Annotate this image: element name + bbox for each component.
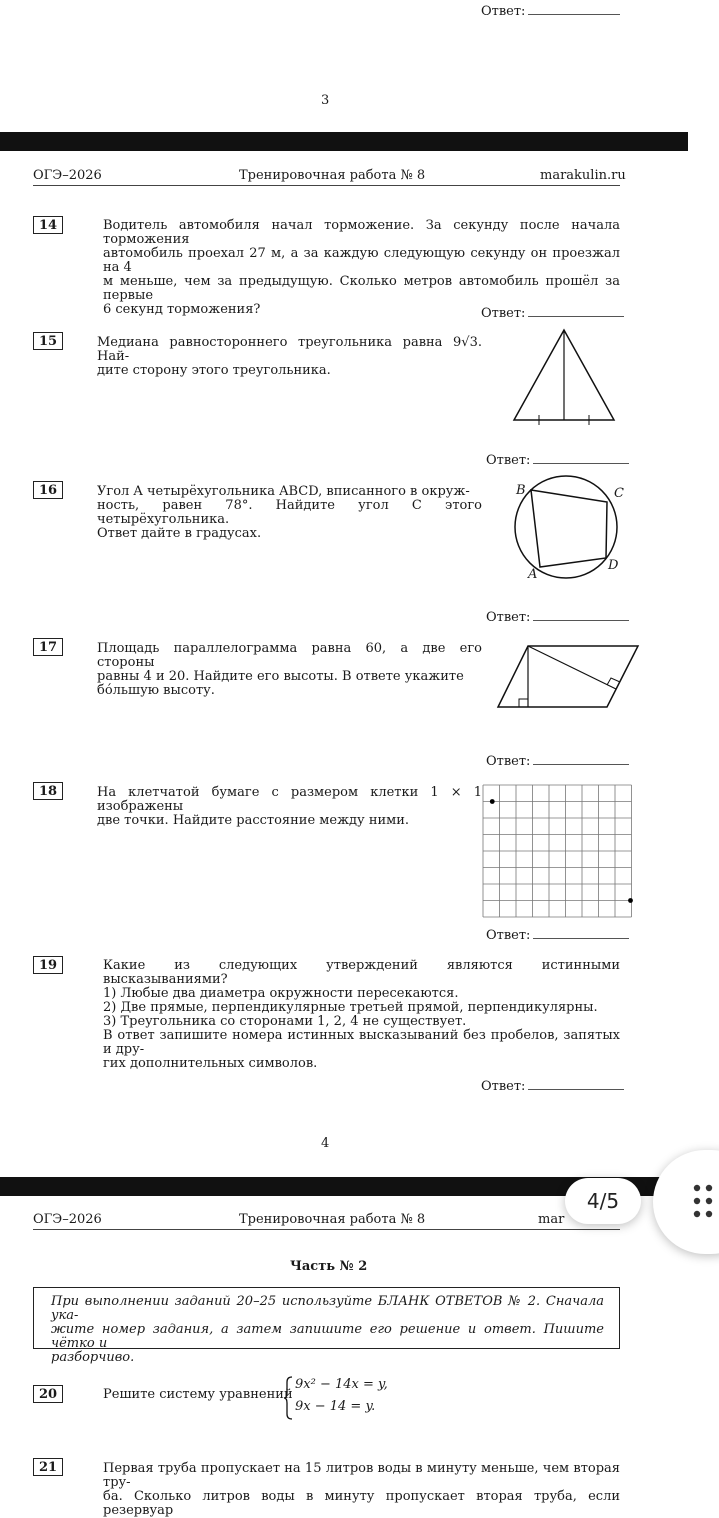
task-15-text: Медиана равностороннего треугольника равна 9√3. Най- дите сторону этого треугольника. (97, 335, 482, 378)
task-14-text: Водитель автомобиля начал торможение. За секунду после начала торможения автомобиль проехал 27 м, а за каждую следующую секунду он проезжал на 4 м меньше, чем за предыдущую. Сколько метров автомобиль прошёл за первые 6 секунд торможения? (103, 218, 620, 317)
equation-1: 9x² − 14x = y, (295, 1377, 388, 1392)
answer-field-18[interactable]: Ответ: (486, 928, 629, 943)
vertex-label-b: B (516, 483, 526, 498)
page-number: 3 (321, 93, 330, 108)
task-number-20: 20 (33, 1385, 63, 1403)
task-17-text: Площадь параллелограмма равна 60, а две его стороны равны 4 и 20. Найдите его высоты. В ответе укажите бóльшую высоту. (97, 641, 482, 698)
grid-point (628, 898, 633, 903)
vertex-label-c: C (614, 486, 624, 501)
header-center: Тренировочная работа № 8 (239, 168, 426, 183)
header-center: Тренировочная работа № 8 (239, 1212, 426, 1227)
viewer-margin (688, 0, 719, 1504)
task-number-14: 14 (33, 216, 63, 234)
task-number-21: 21 (33, 1458, 63, 1476)
task-18-text: На клетчатой бумаге с размером клетки 1 × 1 изображены две точки. Найдите расстояние между ними. (97, 785, 482, 828)
task-number-16: 16 (33, 481, 63, 499)
part-title: Часть № 2 (290, 1259, 368, 1274)
answer-field-14[interactable]: Ответ: (481, 306, 624, 321)
task-number-18: 18 (33, 782, 63, 800)
vertex-label-a: A (528, 567, 538, 582)
header-rule (33, 1229, 620, 1230)
header-right: marakulin.ru (540, 168, 626, 183)
answer-field-13[interactable]: Ответ: (481, 4, 620, 19)
vertex-label-d: D (608, 558, 619, 573)
page-indicator[interactable]: 4/5 (565, 1178, 641, 1224)
system-brace-icon (283, 1376, 293, 1420)
header-left: ОГЭ–2026 (33, 168, 102, 183)
answer-field-16[interactable]: Ответ: (486, 610, 629, 625)
dots-grid-icon (691, 1184, 719, 1220)
header-right: mar (538, 1212, 565, 1227)
grid-paper-figure (482, 784, 638, 916)
task-20-text: Решите систему уравнений (103, 1387, 293, 1402)
task-number-17: 17 (33, 638, 63, 656)
answer-field-15[interactable]: Ответ: (486, 453, 629, 468)
task-number-15: 15 (33, 332, 63, 350)
grid-point (490, 799, 495, 804)
task-number-19: 19 (33, 956, 63, 974)
task-21-text: Первая труба пропускает на 15 литров воды в минуту меньше, чем вторая тру- ба. Сколько литров воды в минуту пропускает вторая труба, если резервуар (103, 1461, 620, 1518)
page-number: 4 (321, 1136, 330, 1151)
header-left: ОГЭ–2026 (33, 1212, 102, 1227)
equation-2: 9x − 14 = y. (295, 1399, 376, 1414)
answer-field-17[interactable]: Ответ: (486, 754, 629, 769)
instructions-box: При выполнении заданий 20–25 используйте БЛАНК ОТВЕТОВ № 2. Сначала ука- жите номер задания, а затем запишите его решение и ответ. Пишите чётко и разборчиво. (33, 1287, 620, 1349)
task-19-text: Какие из следующих утверждений являются истинными высказываниями? 1) Любые два диаметра окружности пересекаются. 2) Две прямые, перпендикулярные третьей прямой, перпендикулярны. 3) Треугольника со сторонами 1, 2, 4 не существует. В ответ запишите номера истинных высказываний без пробелов, запятых и дру- гих дополнительных символов. (103, 958, 620, 1071)
answer-field-19[interactable]: Ответ: (481, 1079, 624, 1094)
task-16-text: Угол A четырёхугольника ABCD, вписанного в окруж- ность, равен 78°. Найдите угол C этого четырёхугольника. Ответ дайте в градусах. (97, 484, 482, 541)
page-5 (0, 1196, 688, 1518)
